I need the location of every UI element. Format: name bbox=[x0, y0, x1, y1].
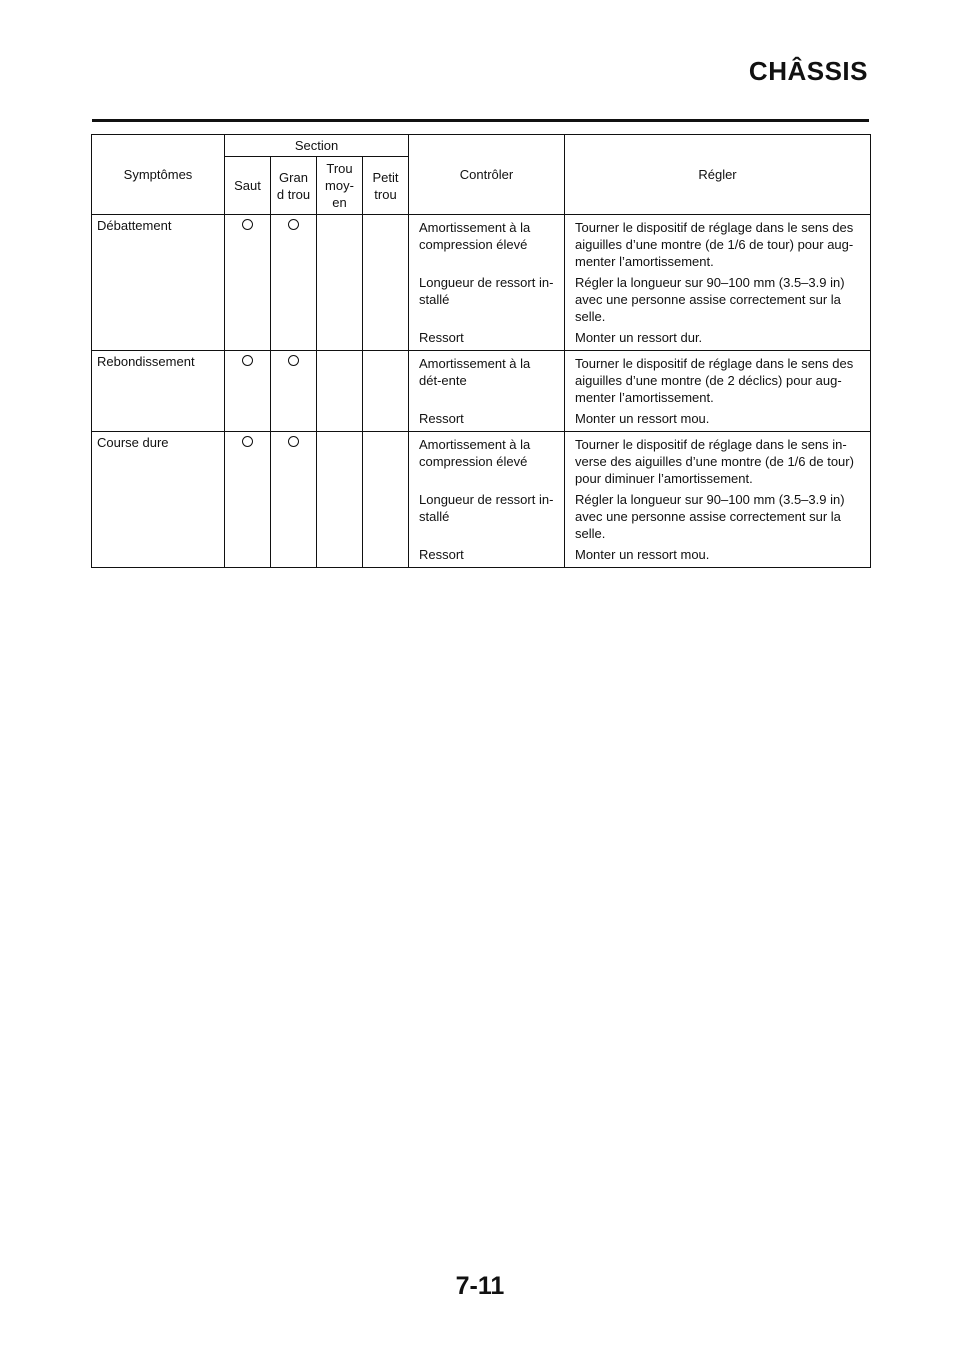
header-trou-moyen: Trou moy- en bbox=[317, 157, 363, 215]
section-mark-cell bbox=[271, 351, 317, 432]
section-mark-cell bbox=[363, 215, 409, 351]
check-item: Amortissement à la compression élevé bbox=[419, 437, 531, 469]
table-row bbox=[92, 215, 871, 351]
symptom-cell: Rebondissement bbox=[92, 351, 225, 432]
page-number: 7-11 bbox=[455, 1272, 505, 1300]
check-item: Ressort bbox=[419, 411, 464, 426]
adjust-item: Tourner le dispositif de réglage dans le sens des aiguilles d’une montre (de 1/6 de tour) pour aug-menter l’amortissement. bbox=[575, 220, 854, 269]
adjust-item: Tourner le dispositif de réglage dans le sens in-verse des aiguilles d’une montre (de 1/6 de tour) pour diminuer l’amortissement. bbox=[575, 437, 854, 486]
adjust-item: Régler la longueur sur 90–100 mm (3.5–3.9 in) avec une personne assise correctement sur la selle. bbox=[575, 492, 845, 541]
adjust-item: Tourner le dispositif de réglage dans le sens des aiguilles d’une montre (de 2 déclics) pour aug-menter l’amortissement. bbox=[575, 356, 854, 405]
check-item: Ressort bbox=[419, 547, 464, 562]
adjust-item: Monter un ressort dur. bbox=[575, 330, 703, 345]
section-mark-cell bbox=[363, 432, 409, 568]
suspension-settings-table bbox=[91, 134, 871, 568]
section-mark-cell bbox=[271, 432, 317, 568]
check-item: Amortissement à la dét-ente bbox=[419, 356, 531, 388]
check-item: Longueur de ressort in-stallé bbox=[419, 492, 554, 524]
adjust-item: Régler la longueur sur 90–100 mm (3.5–3.9 in) avec une personne assise correctement sur la selle. bbox=[575, 275, 845, 324]
section-mark-cell bbox=[317, 215, 363, 351]
title-rule bbox=[92, 119, 869, 122]
symptom-cell: Course dure bbox=[92, 432, 225, 568]
check-item: Amortissement à la compression élevé bbox=[419, 220, 531, 252]
table-body bbox=[92, 215, 871, 568]
header-grand-trou: Gran d trou bbox=[271, 157, 317, 215]
section-mark-cell bbox=[363, 351, 409, 432]
adjust-cell bbox=[565, 215, 871, 351]
check-cell bbox=[409, 351, 565, 432]
section-mark-cell bbox=[225, 215, 271, 351]
adjust-item: Monter un ressort mou. bbox=[575, 547, 710, 562]
circle-mark-icon bbox=[242, 219, 253, 230]
header-adjust: Régler bbox=[565, 135, 871, 215]
circle-mark-icon bbox=[288, 436, 299, 447]
header-section: Section bbox=[225, 135, 409, 157]
table-row bbox=[92, 432, 871, 568]
section-mark-cell bbox=[317, 432, 363, 568]
header-saut: Saut bbox=[225, 157, 271, 215]
adjust-cell bbox=[565, 351, 871, 432]
check-cell bbox=[409, 215, 565, 351]
page-title: CHÂSSIS bbox=[748, 56, 868, 86]
circle-mark-icon bbox=[242, 355, 253, 366]
section-mark-cell bbox=[225, 432, 271, 568]
section-mark-cell bbox=[225, 351, 271, 432]
header-symptoms: Symptômes bbox=[92, 135, 225, 215]
circle-mark-icon bbox=[288, 219, 299, 230]
table-row bbox=[92, 351, 871, 432]
check-cell bbox=[409, 432, 565, 568]
symptom-cell: Débattement bbox=[92, 215, 225, 351]
header-petit-trou: Petit trou bbox=[363, 157, 409, 215]
check-item: Ressort bbox=[419, 330, 464, 345]
check-item: Longueur de ressort in-stallé bbox=[419, 275, 554, 307]
circle-mark-icon bbox=[242, 436, 253, 447]
adjust-cell bbox=[565, 432, 871, 568]
section-mark-cell bbox=[317, 351, 363, 432]
section-mark-cell bbox=[271, 215, 317, 351]
header-check: Contrôler bbox=[409, 135, 565, 215]
circle-mark-icon bbox=[288, 355, 299, 366]
adjust-item: Monter un ressort mou. bbox=[575, 411, 710, 426]
